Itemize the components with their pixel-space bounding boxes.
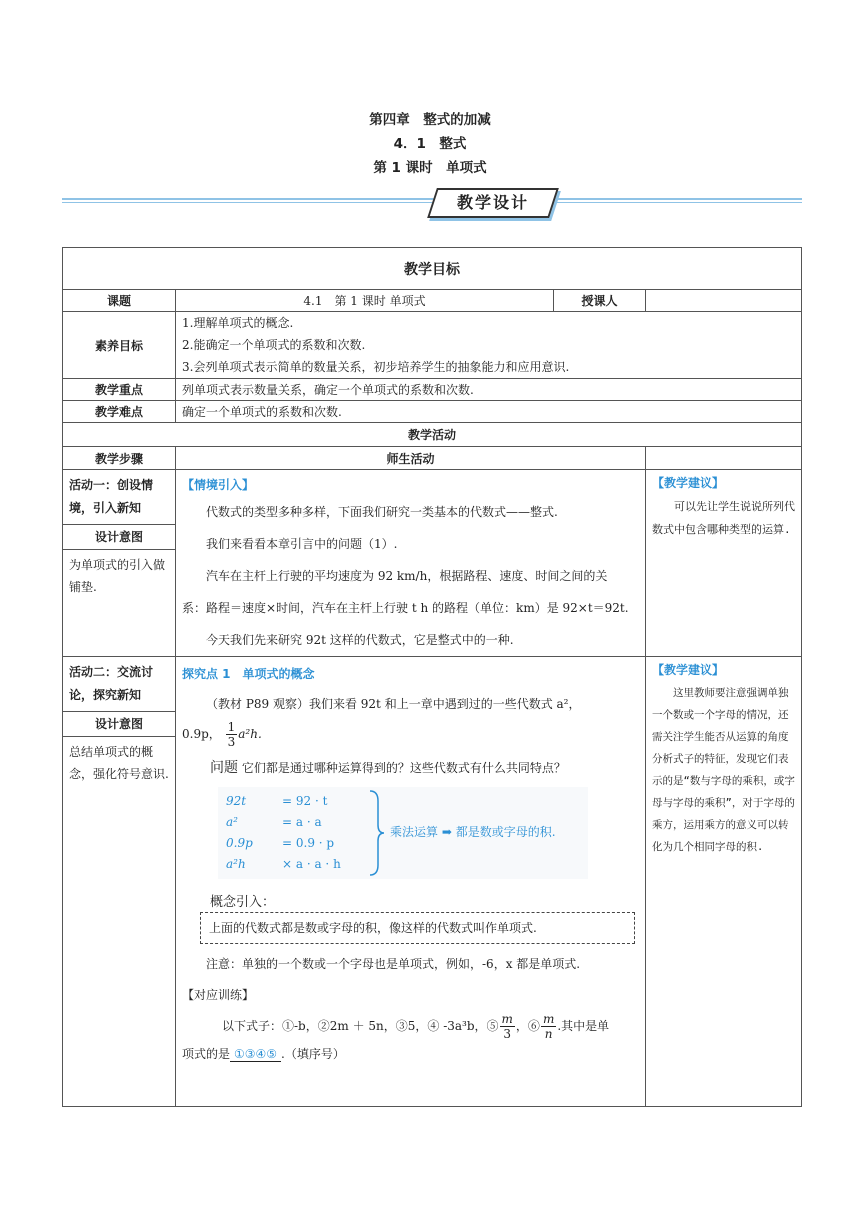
teacher-label: 授课人	[554, 290, 646, 312]
activity2-left	[63, 657, 176, 1107]
literacy-item: 2.能确定一个单项式的系数和次数.	[182, 338, 366, 352]
activities-title: 教学活动	[63, 423, 802, 447]
activity1-p1: 代数式的类型多种多样，下面我们研究一类基本的代数式——整式.	[206, 505, 558, 519]
activity1-suggestion	[646, 470, 802, 657]
activity2-suggestion	[646, 657, 802, 1107]
teaching-design-banner	[62, 192, 802, 212]
activity2-design-label: 设计意图	[63, 711, 175, 737]
teacher-student-label: 师生活动	[176, 447, 646, 470]
brace-conclusion: 乘法运算 ➡ 都是数或字母的积.	[390, 825, 556, 839]
literacy-item: 3.会列单项式表示简单的数量关系，初步培养学生的抽象能力和应用意识.	[182, 360, 570, 374]
section-title: 4．1 整式	[393, 136, 467, 152]
teacher-value	[646, 290, 802, 312]
activity1-content	[176, 470, 646, 657]
steps-label: 教学步骤	[63, 447, 176, 470]
activity1-name: 活动一：创设情境，引入新知	[69, 478, 154, 515]
question-line	[182, 757, 639, 777]
practice-label: 【对应训练】	[182, 988, 255, 1002]
banner-label: 教学设计	[456, 193, 529, 212]
activity1-p3a: 汽车在主杆上行驶的平均速度为 92 km/h，根据路程、速度、时间之间的关	[206, 569, 608, 583]
activity2-suggestion-text: 这里教师要注意强调单独一个数或一个字母的情况，还需关注学生能否从运算的角度分析式子的特征，发现它们表示的是“数与字母的乘积，或字母与字母的乘积”，对于字母的乘方，运用乘方的意义可以转化为几个相同字母的积.	[652, 687, 795, 853]
key-point-value: 列单项式表示数量关系，确定一个单项式的系数和次数.	[176, 379, 802, 401]
activity2-p1b: 0.9p， $\frac{1}{3}$ a²h.	[182, 720, 262, 749]
question-label: 问题	[210, 760, 238, 776]
practice-line1: 以下式子：①-b，②2m ＋ 5n，③5，④ -3a³b，⑤ $\frac{m}{3}$ ，⑥ $\frac{m}{n}$ .其中是单	[222, 1012, 610, 1041]
activity1-intent: 为单项式的引入做铺垫.	[69, 558, 166, 594]
arrow-right-icon: ➡	[441, 825, 452, 839]
activity2-heading: 探究点 1 单项式的概念	[182, 667, 315, 681]
activity1-heading: 【情境引入】	[182, 478, 255, 492]
fraction-m-over-3: $\frac{m}{3}$	[501, 1012, 513, 1041]
brace-icon	[366, 789, 386, 877]
activity1-p4: 今天我们先来研究 92t 这样的代数式，它是整式中的一种.	[206, 633, 514, 647]
page-titles	[0, 108, 860, 180]
question-text: 它们都是通过哪种运算得到的？这些代数式有什么共同特点？	[241, 761, 566, 775]
objectives-title: 教学目标	[63, 248, 802, 290]
activity1-suggestion-text: 可以先让学生说说所列代数式中包含哪种类型的运算.	[652, 500, 795, 536]
derivation-box	[218, 787, 588, 879]
concept-note: 注意：单独的一个数或一个字母也是单项式，例如，-6，x 都是单项式.	[206, 957, 581, 971]
activity2-intent: 总结单项式的概念，强化符号意识.	[69, 745, 169, 781]
difficulty-value: 确定一个单项式的系数和次数.	[176, 401, 802, 423]
activity1-p2: 我们来看看本章引言中的问题（1）.	[206, 537, 398, 551]
activity1-design-label: 设计意图	[63, 524, 175, 550]
derivation-right: = 92 · t = a · a = 0.9 · p × a · a · h	[282, 794, 341, 871]
activity2-p1a: （教材 P89 观察）我们来看 92t 和上一章中遇到过的一些代数式 a²，	[206, 697, 581, 711]
activity2-content	[176, 657, 646, 1107]
lesson-plan-table	[62, 247, 802, 1107]
fraction-m-over-n: $\frac{m}{n}$	[542, 1012, 555, 1041]
concept-label: 概念引入：	[210, 895, 276, 910]
chapter-title: 第四章 整式的加减	[369, 112, 491, 128]
activity1-p3b: 系：路程＝速度×时间，汽车在主杆上行驶 t h 的路程（单位：km）是 92×t＝92t.	[182, 601, 629, 615]
literacy-item: 1.理解单项式的概念.	[182, 316, 294, 330]
literacy-goals	[176, 312, 802, 379]
topic-value: 4.1 第 1 课时 单项式	[176, 290, 554, 312]
activity1-left	[63, 470, 176, 657]
suggestion-label: 【教学建议】	[652, 476, 725, 490]
practice-line2: 项式的是 ①③④⑤ .（填序号）	[182, 1047, 345, 1061]
difficulty-label: 教学难点	[63, 401, 176, 423]
topic-label: 课题	[63, 290, 176, 312]
concept-box: 上面的代数式都是数或字母的积，像这样的代数式叫作单项式.	[200, 912, 635, 944]
fraction-one-third: $\frac{1}{3}$	[227, 720, 236, 749]
derivation-left: 92t a² 0.9p a²h	[226, 794, 253, 871]
activity2-name: 活动二：交流讨论，探究新知	[69, 665, 154, 702]
lesson-title: 第 1 课时 单项式	[373, 160, 487, 176]
literacy-label: 素养目标	[63, 312, 176, 379]
suggestion-label: 【教学建议】	[652, 663, 725, 677]
key-point-label: 教学重点	[63, 379, 176, 401]
practice-answer: ①③④⑤	[230, 1047, 281, 1062]
